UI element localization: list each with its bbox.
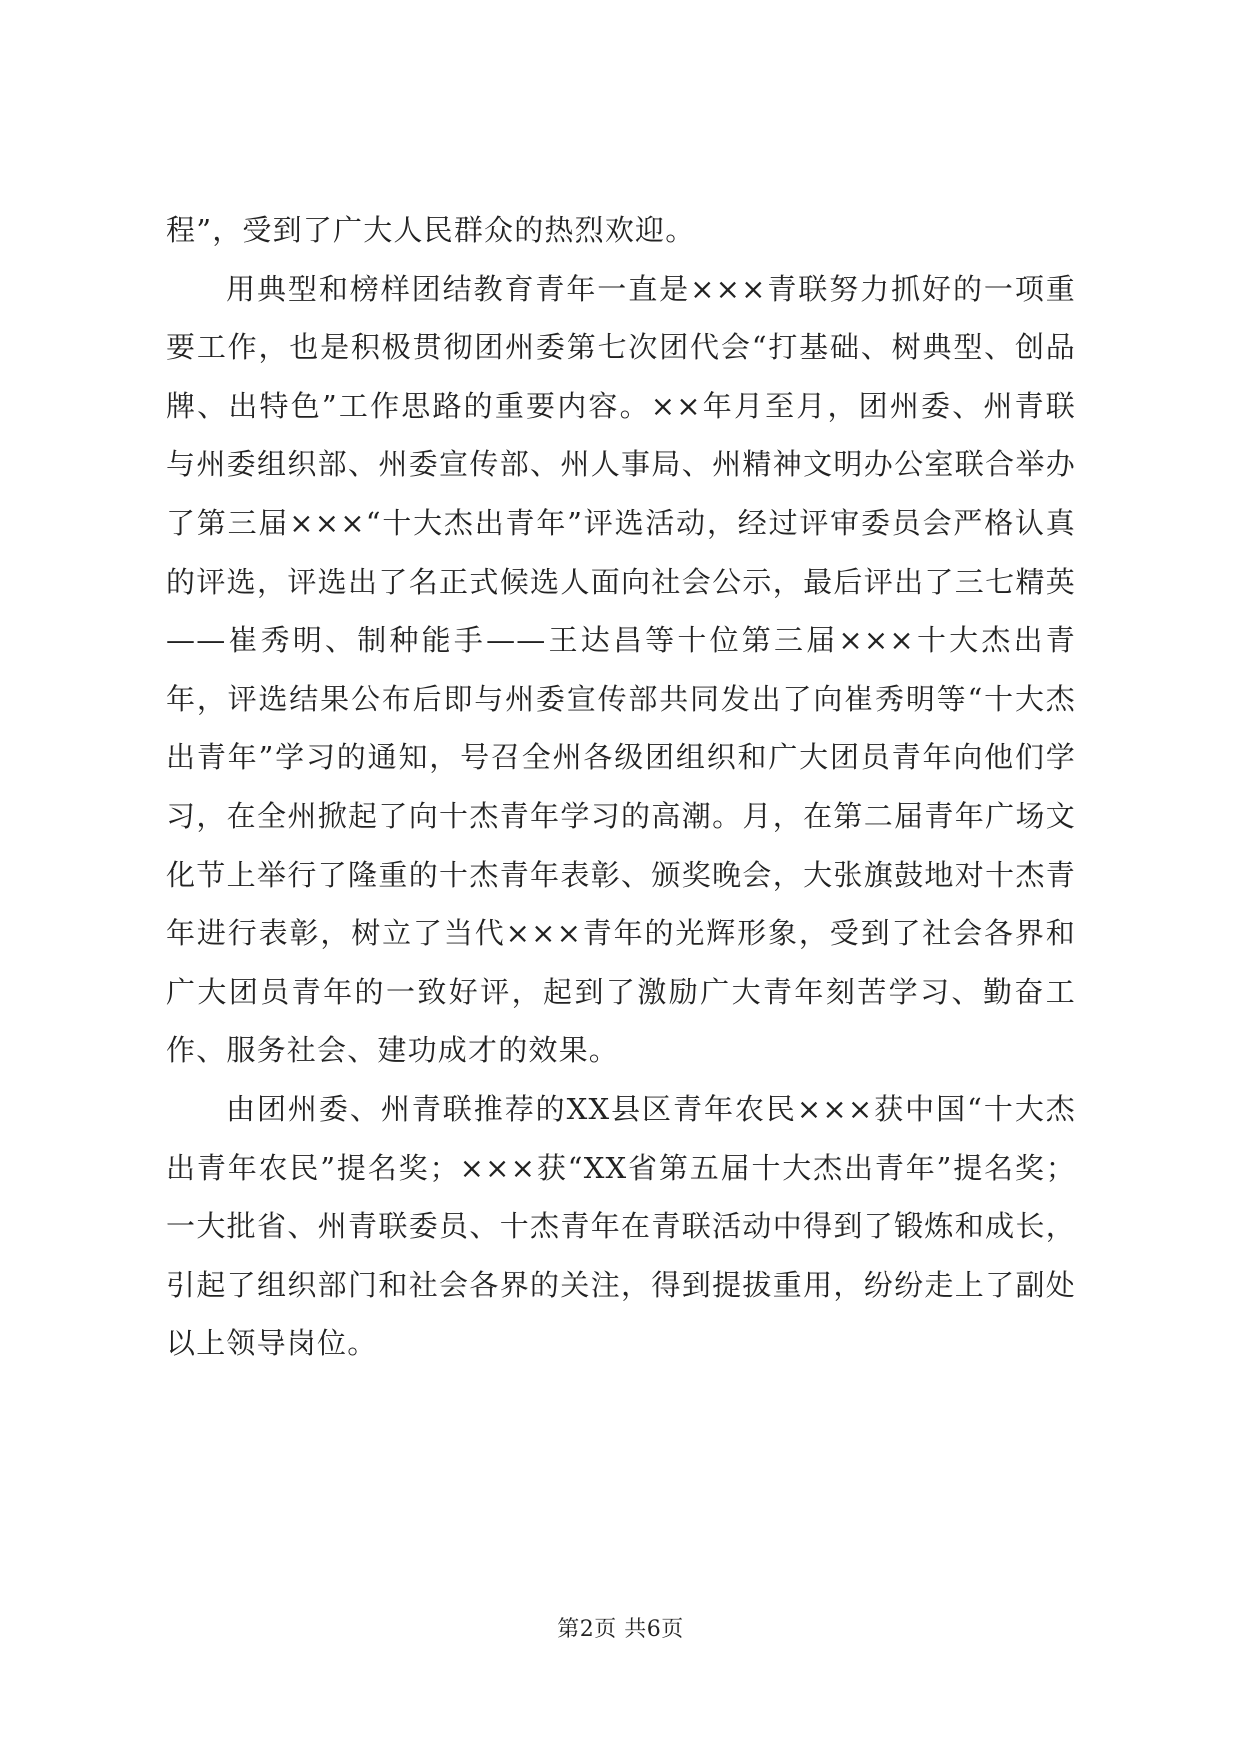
page-footer: 第2页 共6页 xyxy=(557,1617,684,1642)
paragraph-continuation: 程”，受到了广大人民群众的热烈欢迎。 xyxy=(166,213,696,247)
paragraph-nominations: 由团州委、州青联推荐的XX县区青年农民×××获中国“十大杰出青年农民”提名奖；×××获“XX省第五届十大杰出青年”提名奖；一大批省、州青联委员、十杰青年在青联活动中得到了锻炼和成长，引起了组织部门和社会各界的关注，得到提拔重用，纷纷走上了副处以上领导岗位。 xyxy=(166,1091,1076,1361)
paragraph-youth-awards: 用典型和榜样团结教育青年一直是×××青联努力抓好的一项重要工作，也是积极贯彻团州委第七次团代会“打基础、树典型、创品牌、出特色”工作思路的重要内容。××年月至月，团州委、州青联与州委组织部、州委宣传部、州人事局、州精神文明办公室联合举办了第三届×××“十大杰出青年”评选活动，经过评审委员会严格认真的评选，评选出了名正式候选人面向社会公示，最后评出了三七精英——崔秀明、制种能手——王达昌等十位第三届×××十大杰出青年，评选结果公布后即与州委宣传部共同发出了向崔秀明等“十大杰出青年”学习的通知，号召全州各级团组织和广大团员青年向他们学习，在全州掀起了向十杰青年学习的高潮。月，在第二届青年广场文化节上举行了隆重的十杰青年表彰、颁奖晚会，大张旗鼓地对十杰青年进行表彰，树立了当代×××青年的光辉形象，受到了社会各界和广大团员青年的一致好评，起到了激励广大青年刻苦学习、勤奋工作、服务社会、建功成才的效果。 xyxy=(166,271,1076,1068)
document-body xyxy=(166,201,1076,1373)
